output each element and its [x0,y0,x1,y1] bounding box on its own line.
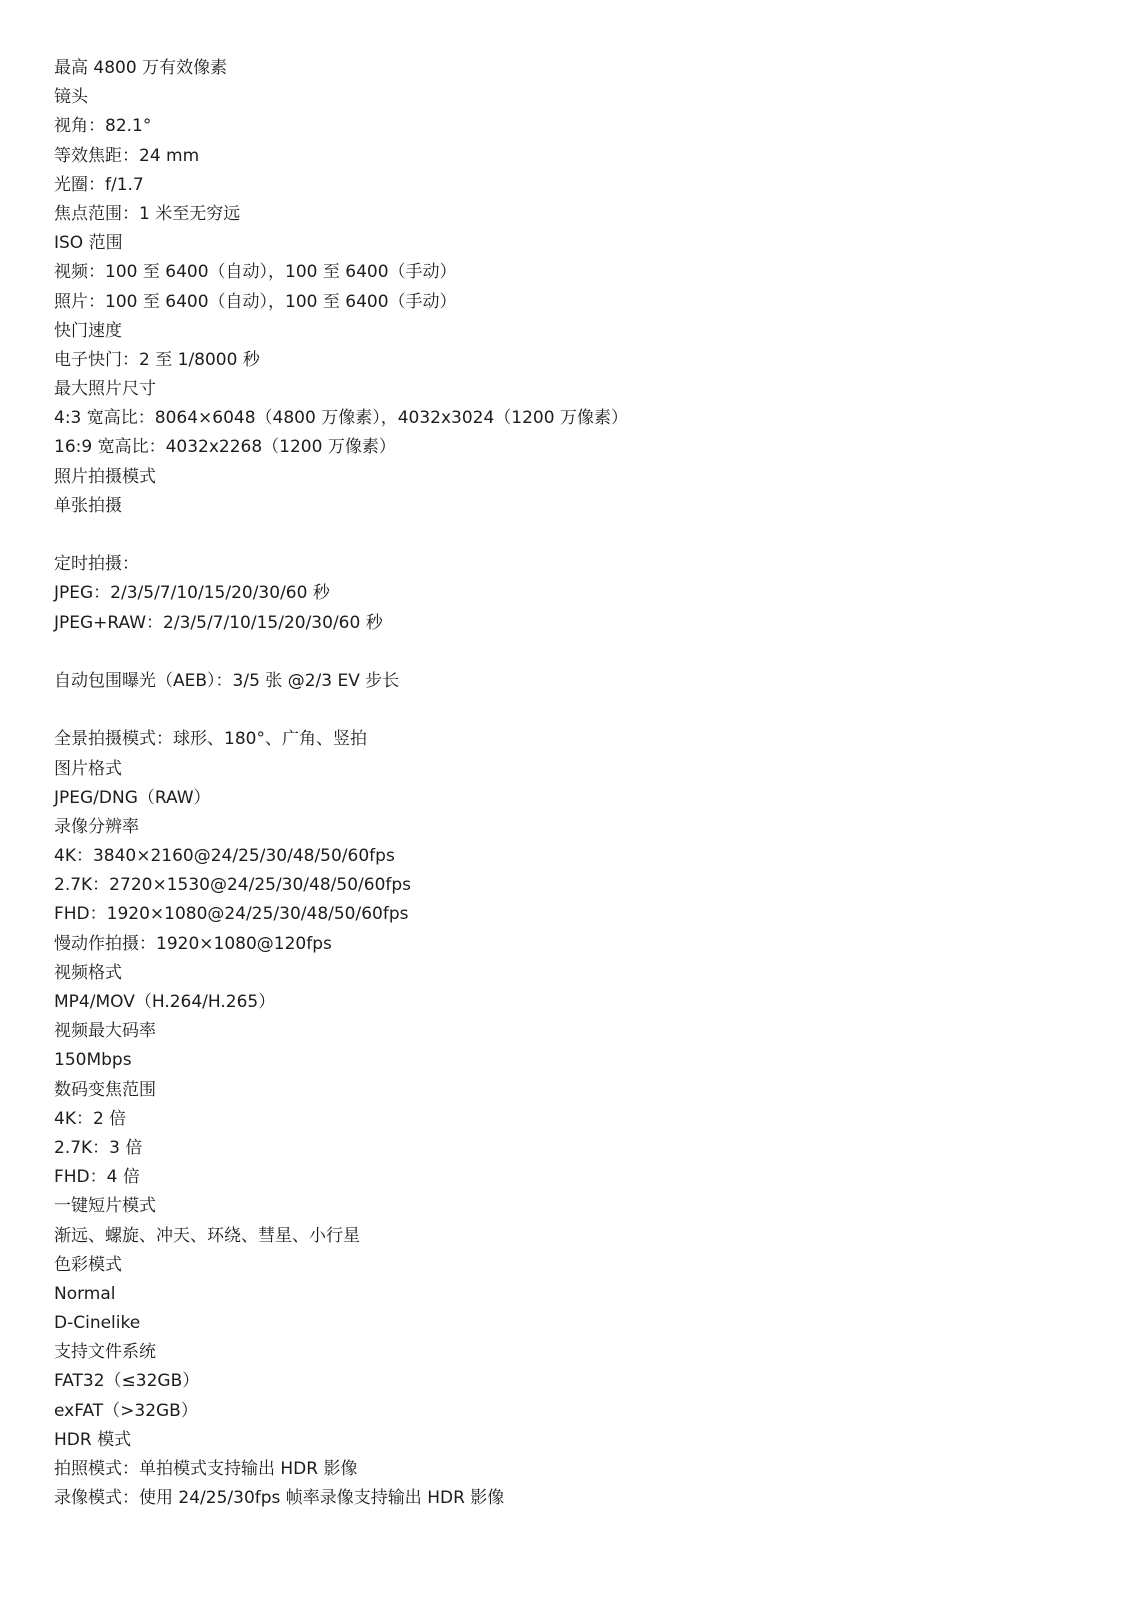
spec-text-block [54,54,1074,1513]
spec-line: 录像分辨率 [54,816,139,837]
spec-line: 焦点范围：1 米至无穷远 [54,203,241,224]
spec-line: 镜头 [54,87,88,108]
spec-line: 数码变焦范围 [54,1079,156,1100]
spec-line: 等效焦距：24 mm [54,145,200,166]
spec-line: 拍照模式：单拍模式支持输出 HDR 影像 [54,1459,358,1479]
spec-line: 2.7K：2720×1530@24/25/30/48/50/60fps [54,875,412,896]
spec-line: 150Mbps [54,1050,132,1071]
blank-line [54,696,1074,725]
spec-line: 一键短片模式 [54,1196,156,1217]
spec-line: 视频：100 至 6400（自动），100 至 6400（手动） [54,262,457,283]
spec-line: FHD：4 倍 [54,1167,140,1188]
spec-line: 2.7K：3 倍 [54,1137,143,1158]
spec-line: 单张拍摄 [54,495,122,516]
spec-line: 慢动作拍摄：1920×1080@120fps [54,933,332,954]
spec-line: 照片：100 至 6400（自动），100 至 6400（手动） [54,291,457,312]
spec-line: 定时拍摄： [54,554,139,575]
spec-line: 4K：2 倍 [54,1108,127,1129]
spec-line: JPEG：2/3/5/7/10/15/20/30/60 秒 [54,583,330,604]
blank-line [54,638,1074,667]
spec-line: 自动包围曝光（AEB）：3/5 张 @2/3 EV 步长 [54,670,400,691]
spec-line: 全景拍摄模式：球形、180°、广角、竖拍 [54,729,367,750]
spec-line: 快门速度 [54,320,122,341]
spec-line: FHD：1920×1080@24/25/30/48/50/60fps [54,904,409,925]
spec-line: 录像模式：使用 24/25/30fps 帧率录像支持输出 HDR 影像 [54,1488,505,1509]
spec-line: 视角：82.1° [54,116,152,137]
spec-line: 最高 4800 万有效像素 [54,58,228,78]
spec-line: 照片拍摄模式 [54,466,156,487]
spec-line: 色彩模式 [54,1254,122,1275]
spec-line: MP4/MOV（H.264/H.265） [54,992,276,1012]
spec-line: ISO 范围 [54,233,123,254]
spec-line: 4:3 宽高比：8064×6048（4800 万像素），4032x3024（1200 万像素） [54,408,628,429]
spec-line: 渐远、螺旋、冲天、环绕、彗星、小行星 [54,1225,360,1246]
spec-line: FAT32（≤32GB） [54,1371,200,1392]
spec-line: 图片格式 [54,758,122,779]
spec-line: 视频最大码率 [54,1021,156,1042]
spec-line: HDR 模式 [54,1429,132,1450]
blank-line [54,521,1074,550]
spec-line: 光圈：f/1.7 [54,174,144,195]
spec-line: exFAT（>32GB） [54,1400,198,1421]
spec-line: 视频格式 [54,962,122,983]
spec-line: 最大照片尺寸 [54,379,156,400]
spec-line: 电子快门：2 至 1/8000 秒 [54,349,260,370]
spec-line: JPEG/DNG（RAW） [54,787,211,808]
spec-line: 4K：3840×2160@24/25/30/48/50/60fps [54,846,395,867]
spec-line: 16:9 宽高比：4032x2268（1200 万像素） [54,437,396,458]
spec-line: 支持文件系统 [54,1342,156,1363]
spec-line: Normal [54,1283,116,1304]
spec-line: JPEG+RAW：2/3/5/7/10/15/20/30/60 秒 [54,612,383,633]
spec-line: D-Cinelike [54,1313,141,1334]
